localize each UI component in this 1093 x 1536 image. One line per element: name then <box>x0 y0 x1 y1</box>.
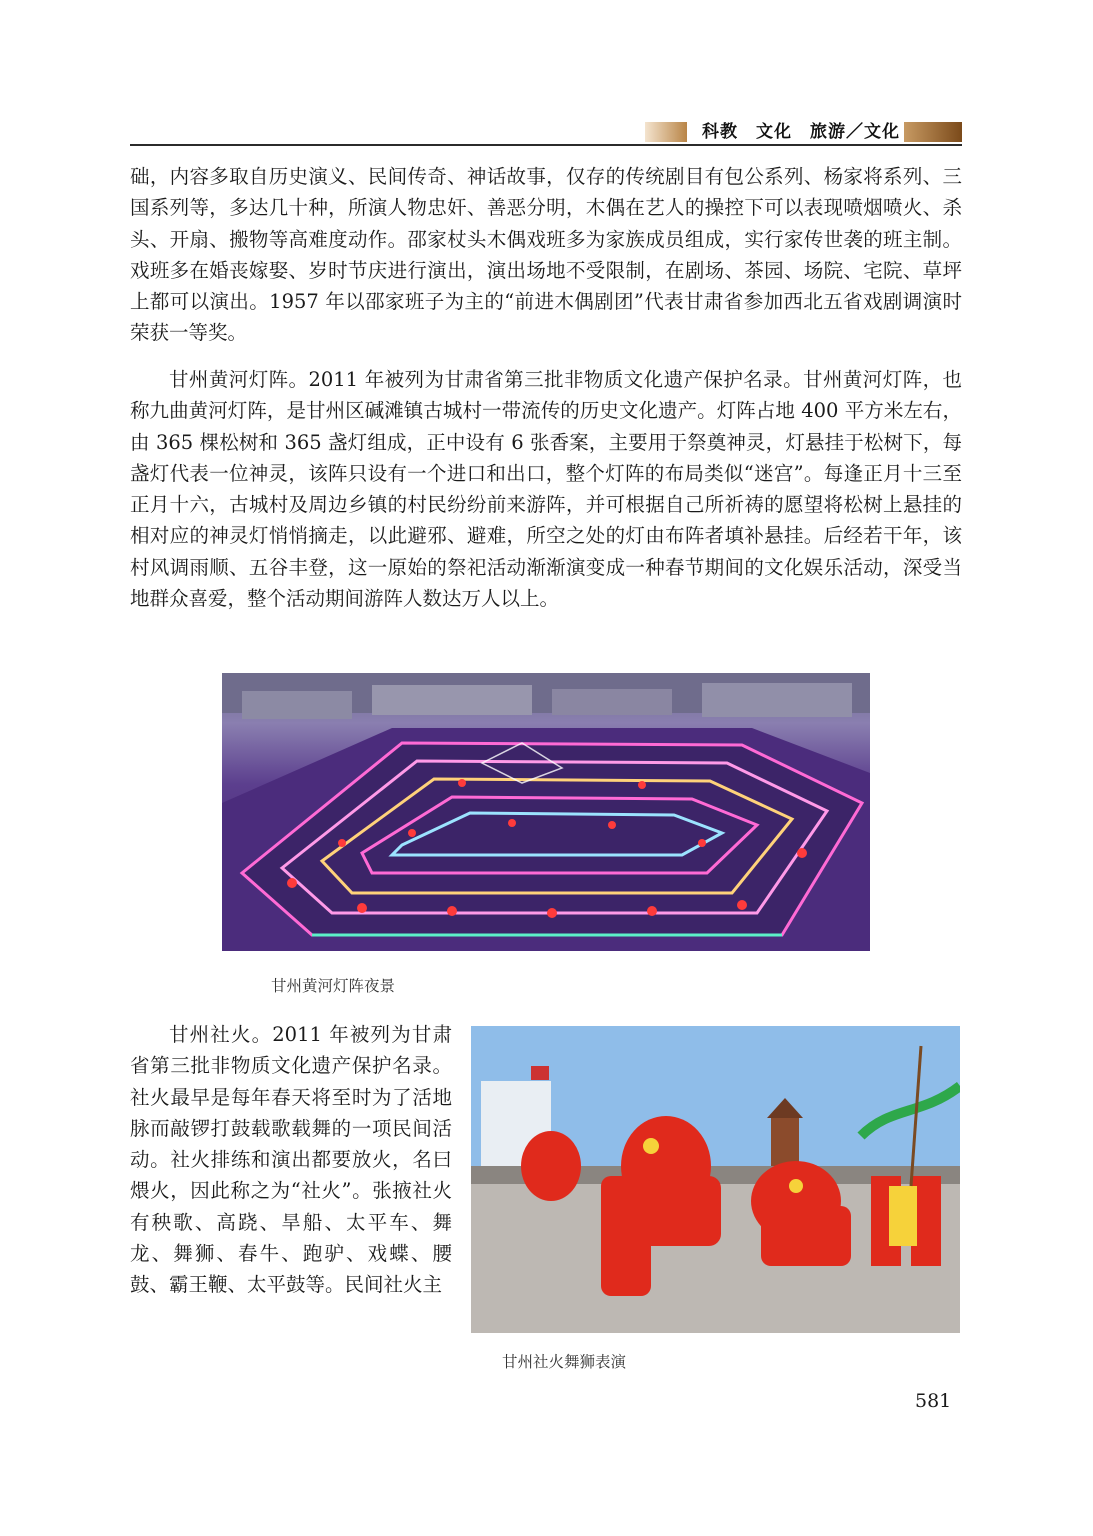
paragraph-puppet-troupe: 础，内容多取自历史演义、民间传奇、神话故事，仅存的传统剧目有包公系列、杨家将系列、三国系列等，多达几十种，所演人物忠奸、善恶分明，木偶在艺人的操控下可以表现喷烟喷火、杀头、开扇、搬物等高难度动作。邵家杖头木偶戏班多为家族成员组成，实行家传世袭的班主制。戏班多在婚丧嫁娶、岁时节庆进行演出，演出场地不受限制，在剧场、茶园、场院、宅院、草坪上都可以演出。1957 年以邵家班子为主的“前进木偶剧团”代表甘肃省参加西北五省戏剧调演时荣获一等奖。 <box>130 165 962 345</box>
page-number: 581 <box>915 1390 952 1412</box>
header-decor-bar-left <box>645 122 687 142</box>
paragraph-shehuo: 甘州社火。2011 年被列为甘肃省第三批非物质文化遗产保护名录。社火最早是每年春天将至时为了活地脉而敲锣打鼓载歌载舞的一项民间活动。社火排练和演出都要放火，名曰煨火，因此称之为“社火”。张掖社火有秧歌、高跷、旱船、太平车、舞龙、舞狮、春牛、跑驴、戏蝶、腰鼓、霸王鞭、太平鼓等。民间社火主 <box>130 1023 452 1297</box>
figure-caption-lion-dance: 甘州社火舞狮表演 <box>502 1353 627 1371</box>
running-header <box>130 120 962 146</box>
header-decor-bar-right <box>904 122 962 142</box>
lantern-array-photo <box>222 673 870 951</box>
header-rule <box>130 144 962 146</box>
figure-caption-lantern: 甘州黄河灯阵夜景 <box>271 977 396 995</box>
section-title: 科教 文化 旅游／文化 <box>702 122 900 142</box>
paragraph-lantern-array: 甘州黄河灯阵。2011 年被列为甘肃省第三批非物质文化遗产保护名录。甘州黄河灯阵，也称九曲黄河灯阵，是甘州区碱滩镇古城村一带流传的历史文化遗产。灯阵占地 400 平方米左右，由 365 棵松树和 365 盏灯组成，正中设有 6 张香案，主要用于祭奠神灵，灯悬挂于松树下，每盏灯代表一位神灵，该阵只设有一个进口和出口，整个灯阵的布局类似“迷宫”。每逢正月十三至正月十六，古城村及周边乡镇的村民纷纷前来游阵，并可根据自己所祈祷的愿望将松树上悬挂的相对应的神灵灯悄悄摘走，以此避邪、避难，所空之处的灯由布阵者填补悬挂。后经若干年，该村风调雨顺、五谷丰登，这一原始的祭祀活动渐渐演变成一种春节期间的文化娱乐活动，深受当地群众喜爱，整个活动期间游阵人数达万人以上。 <box>130 368 962 611</box>
lion-dance-photo <box>471 1026 960 1333</box>
